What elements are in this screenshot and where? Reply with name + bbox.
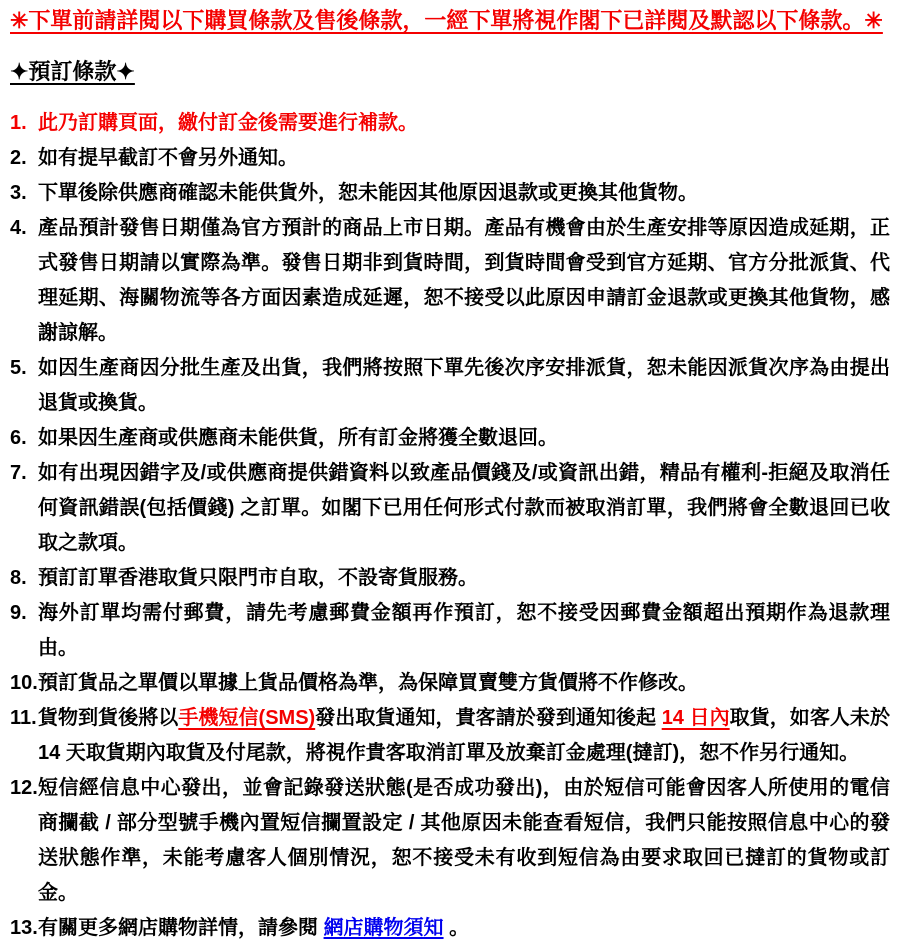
term-text: 短信經信息中心發出，並會記錄發送狀態(是否成功發出)，由於短信可能會因客人所使用的電信商攔截 / 部分型號手機內置短信攔置設定 / 其他原因未能查看短信，我們只能按照信息中心的發送狀態作準，未能考慮客人個別情況，恕不接受未有收到短信為由要求取回已撻訂的貨物或訂金。 (38, 777, 890, 904)
term-item-4 (10, 211, 890, 351)
term-text: 發出取貨通知，貴客請於發到通知後起 (315, 707, 662, 729)
term-text: 如有出現因錯字及/或供應商提供錯資料以致產品價錢及/或資訊出錯，精品有權利-拒絕及取消任何資訊錯誤(包括價錢) 之訂單。如閣下已用任何形式付款而被取消訂單，我們將會全數退回已收取之款項。 (38, 462, 890, 554)
term-item-2 (10, 141, 890, 176)
term-item-13 (10, 911, 890, 946)
term-text: 海外訂單均需付郵費，請先考慮郵費金額再作預訂，恕不接受因郵費金額超出預期作為退款理由。 (38, 602, 890, 659)
term-number: 7. (10, 462, 27, 484)
term-number: 3. (10, 182, 27, 204)
term-text: 取貨，如客人未於 14 天取貨期內取貨及付尾款，將視作貴客取消訂單及放棄訂金處理(撻訂)，恕不作另行通知。 (38, 707, 890, 764)
term-number: 12. (10, 777, 38, 799)
term-number: 13. (10, 917, 38, 939)
term-text: 有關更多網店購物詳情，請參閱 (38, 917, 324, 939)
term-number: 5. (10, 357, 27, 379)
term-item-10 (10, 666, 890, 701)
term-item-1 (10, 106, 890, 141)
term-text: 如因生產商因分批生產及出貨，我們將按照下單先後次序安排派貨，恕未能因派貨次序為由提出退貨或換貨。 (38, 357, 890, 414)
term-item-9 (10, 596, 890, 666)
term-item-11 (10, 701, 890, 771)
term-number: 4. (10, 217, 27, 239)
term-text: 預訂訂單香港取貨只限門市自取，不設寄貨服務。 (38, 567, 478, 589)
term-number: 1. (10, 112, 27, 134)
term-number: 2. (10, 147, 27, 169)
term-number: 9. (10, 602, 27, 624)
term-number: 10. (10, 672, 38, 694)
terms-list (10, 106, 890, 946)
term-text: 貨物到貨後將以 (38, 707, 179, 729)
highlighted-term-text: 14 日內 (661, 707, 730, 729)
term-item-6 (10, 421, 890, 456)
highlighted-term-text: 手機短信(SMS) (178, 707, 316, 729)
term-text: 此乃訂購頁面，繳付訂金後需要進行補款。 (38, 112, 418, 134)
term-text: 預訂貨品之單價以單據上貨品價格為準，為保障買賣雙方貨價將不作修改。 (38, 672, 698, 694)
term-number: 11. (10, 707, 37, 729)
term-item-5 (10, 351, 890, 421)
term-text: 。 (443, 917, 470, 939)
term-text: 產品預計發售日期僅為官方預計的商品上市日期。產品有機會由於生產安排等原因造成延期，正式發售日期請以實際為準。發售日期非到貨時間，到貨時間會受到官方延期、官方分批派貨、代理延期、海關物流等各方面因素造成延遲，恕不接受以此原因申請訂金退款或更換其他貨物，感謝諒解。 (38, 217, 890, 344)
section-heading-preorder-terms: ✦預訂條款✦ (10, 59, 135, 84)
term-number: 6. (10, 427, 27, 449)
page-title: ✳下單前請詳閱以下購買條款及售後條款，一經下單將視作閣下已詳閱及默認以下條款。✳ (10, 8, 883, 33)
shop-guide-link[interactable]: 網店購物須知 (323, 917, 444, 939)
term-item-8 (10, 561, 890, 596)
term-text: 如有提早截訂不會另外通知。 (38, 147, 298, 169)
term-text: 如果因生產商或供應商未能供貨，所有訂金將獲全數退回。 (38, 427, 558, 449)
term-number: 8. (10, 567, 27, 589)
term-text: 下單後除供應商確認未能供貨外，恕未能因其他原因退款或更換其他貨物。 (38, 182, 698, 204)
term-item-7 (10, 456, 890, 561)
term-item-3 (10, 176, 890, 211)
term-item-12 (10, 771, 890, 911)
